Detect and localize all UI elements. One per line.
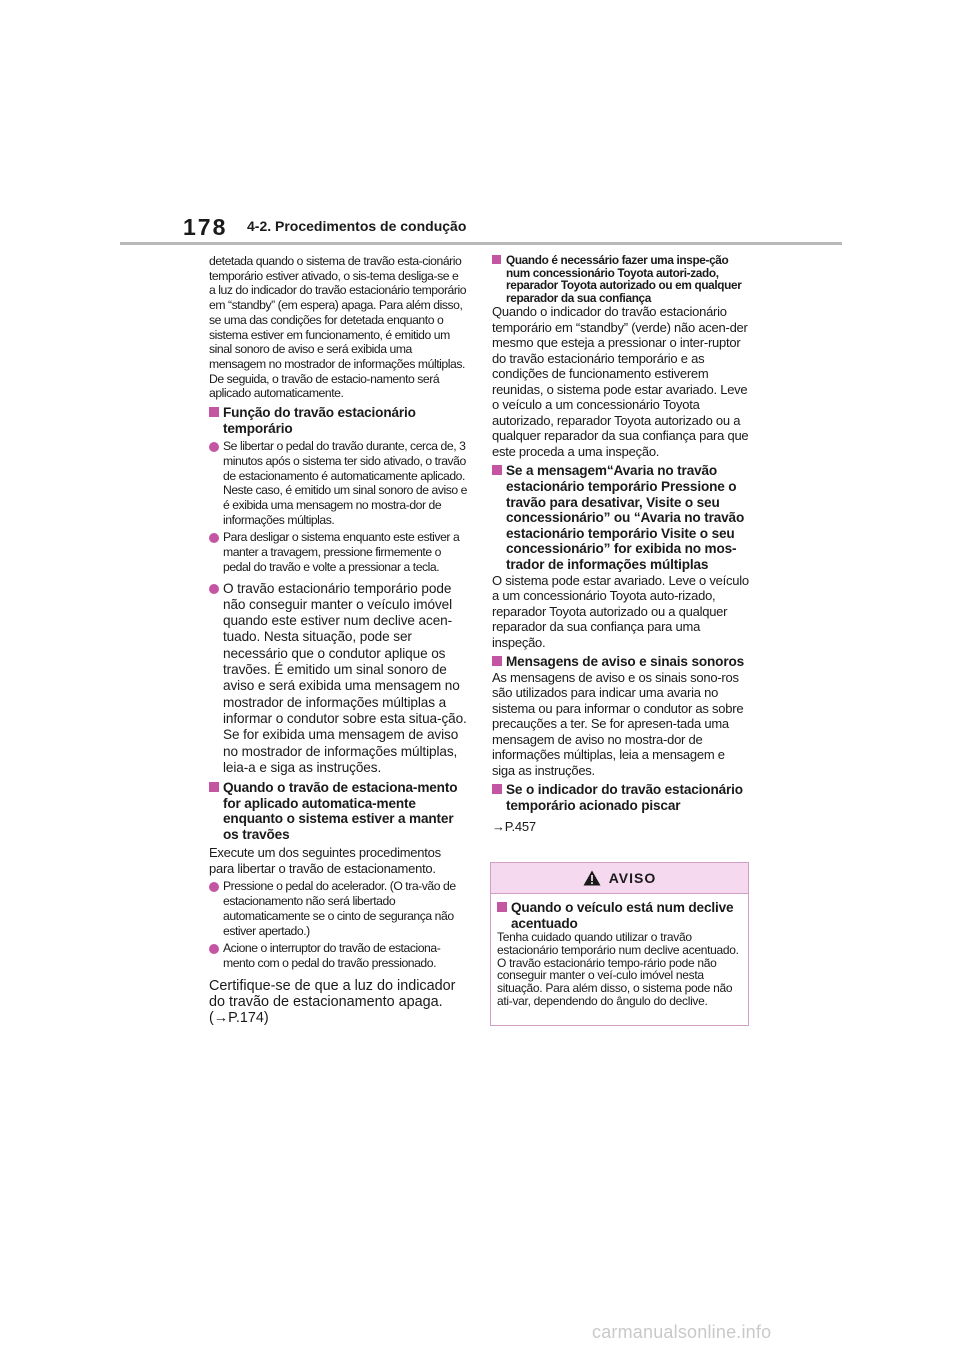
- round-bullet-icon: [209, 533, 219, 543]
- warning-header: [491, 863, 748, 894]
- round-bullet-icon: [209, 882, 219, 892]
- paragraph: Certifique-se de que a luz do indicador do travão de estacionamento apaga. (→P.174): [209, 977, 456, 1026]
- warning-triangle-icon: [583, 870, 601, 886]
- square-bullet-icon: [492, 255, 501, 264]
- section-title: 4-2. Procedimentos de condução: [247, 218, 467, 234]
- warning-box: [490, 862, 749, 1026]
- warning-title: AVISO: [608, 870, 657, 886]
- bullet-item: Se libertar o pedal do travão durante, cerca de, 3 minutos após o sistema ter sido ativado, o travão de estacionamento é automaticamente aplicado. Neste caso, é emitido um sinal sonoro de aviso e é exibida uma mensagem no mostra-dor de informações múltiplas.: [209, 439, 467, 527]
- warning-text: Tenha cuidado quando utilizar o travão estacionário temporário num declive acentuado. O travão estacionário tempo-rário pode não conseguir manter o veí-culo imóvel nesta situação. Para além disso, o sistema pode não ati-var, dependendo do ângulo do declive.: [497, 930, 739, 1008]
- heading-funcao: Função do travão estacionário temporário: [209, 405, 467, 436]
- bullet-item: O travão estacionário temporário pode não conseguir manter o veículo imóvel quando este estiver num declive acen-tuado. Nesta situação, pode ser necessário que o condutor aplique os travões. É emitido um sinal sonoro de aviso e será exibida uma mensagem no mostrador de informações múltiplas a informar o condutor sobre esta situa-ção. Se for exibida uma mensagem de aviso no mostrador de informações múltiplas, leia-a e siga as instruções.: [209, 581, 467, 777]
- round-bullet-icon: [209, 584, 219, 594]
- heading-quando-travao: Quando o travão de estaciona-mento for aplicado automatica-mente enquanto o sistema estiver a manter os travões: [209, 780, 467, 842]
- heading-mensagens-aviso: Mensagens de aviso e sinais sonoros: [492, 654, 750, 670]
- right-column: [492, 254, 750, 835]
- paragraph: O sistema pode estar avariado. Leve o veículo a um concessionário Toyota auto-rizado, reparador Toyota autorizado ou a qualquer reparador da sua confiança para uma inspeção.: [492, 572, 749, 650]
- left-column: [209, 254, 467, 1026]
- heading-indicador-piscar: Se o indicador do travão estacionário temporário acionado piscar: [492, 782, 750, 813]
- bullet-item: Acione o interruptor do travão de estaciona-mento com o pedal do travão pressionado.: [209, 941, 467, 970]
- bullet-item: Para desligar o sistema enquanto este estiver a manter a travagem, pressione firmemente o pedal do travão e volte a pressionar a tecla.: [209, 530, 467, 574]
- square-bullet-icon: [209, 782, 219, 792]
- paragraph: Execute um dos seguintes procedimentos para libertar o travão de estacionamento.: [209, 845, 441, 876]
- round-bullet-icon: [209, 442, 219, 452]
- square-bullet-icon: [209, 407, 219, 417]
- intro-paragraph: detetada quando o sistema de travão esta-cionário temporário estiver ativado, o sis-tema desliga-se e a luz do indicador do travão estacionário temporário em “standby” (em espera) apaga. Para além disso, se uma das condições for detetada enquanto o sistema estiver em funcionamento, é emitido um sinal sonoro de aviso e será exibida uma mensagem no mostrador de informações múltiplas. De seguida, o travão de estacio-namento será aplicado automaticamente.: [209, 254, 467, 401]
- heading-inspecao: Quando é necessário fazer uma inspe-ção num concessionário Toyota autori-zado, reparador Toyota autorizado ou em qualquer reparador da sua confiança: [492, 254, 750, 304]
- round-bullet-icon: [209, 944, 219, 954]
- square-bullet-icon: [497, 902, 507, 912]
- square-bullet-icon: [492, 465, 502, 475]
- page-number: 178: [183, 214, 228, 240]
- paragraph: As mensagens de aviso e os sinais sono-ros são utilizados para indicar uma avaria no sistema ou para informar o condutor as sobre precauções a ter. Se for apresen-tada uma mensagem de aviso no mostra-dor de informações múltiplas, leia a mensagem e siga as instruções.: [492, 669, 744, 778]
- square-bullet-icon: [492, 656, 502, 666]
- warning-heading: Quando o veículo está num declive acentuado: [497, 900, 744, 931]
- bullet-item: Pressione o pedal do acelerador. (O tra-vão de estacionamento não será libertado automaticamente se o cinto de segurança não estiver apertado.): [209, 879, 467, 938]
- header-divider: [120, 242, 842, 245]
- square-bullet-icon: [492, 784, 502, 794]
- page-reference: →P.457: [492, 819, 536, 835]
- warning-body: [491, 894, 748, 1007]
- paragraph: Quando o indicador do travão estacionário temporário em “standby” (verde) não acen-der mesmo que esteja a pressionar o inter-ruptor do travão estacionário temporário e as condições de funcionamento estiverem reunidas, o sistema pode estar avariado. Leve o veículo a um concessionário Toyota autorizado, reparador Toyota autorizado ou a qualquer reparador da sua confiança para que este proceda a uma inspeção.: [492, 304, 749, 459]
- heading-mensagem-avaria: Se a mensagem“Avaria no travão estacionário temporário Pressione o travão para desativar, Visite o seu concessionário” ou “Avaria no travão estacionário temporário Visite o seu concessionário” for exibida no mos-trador de informações múltiplas: [492, 463, 750, 572]
- watermark: carmanualsonline.info: [592, 1322, 772, 1342]
